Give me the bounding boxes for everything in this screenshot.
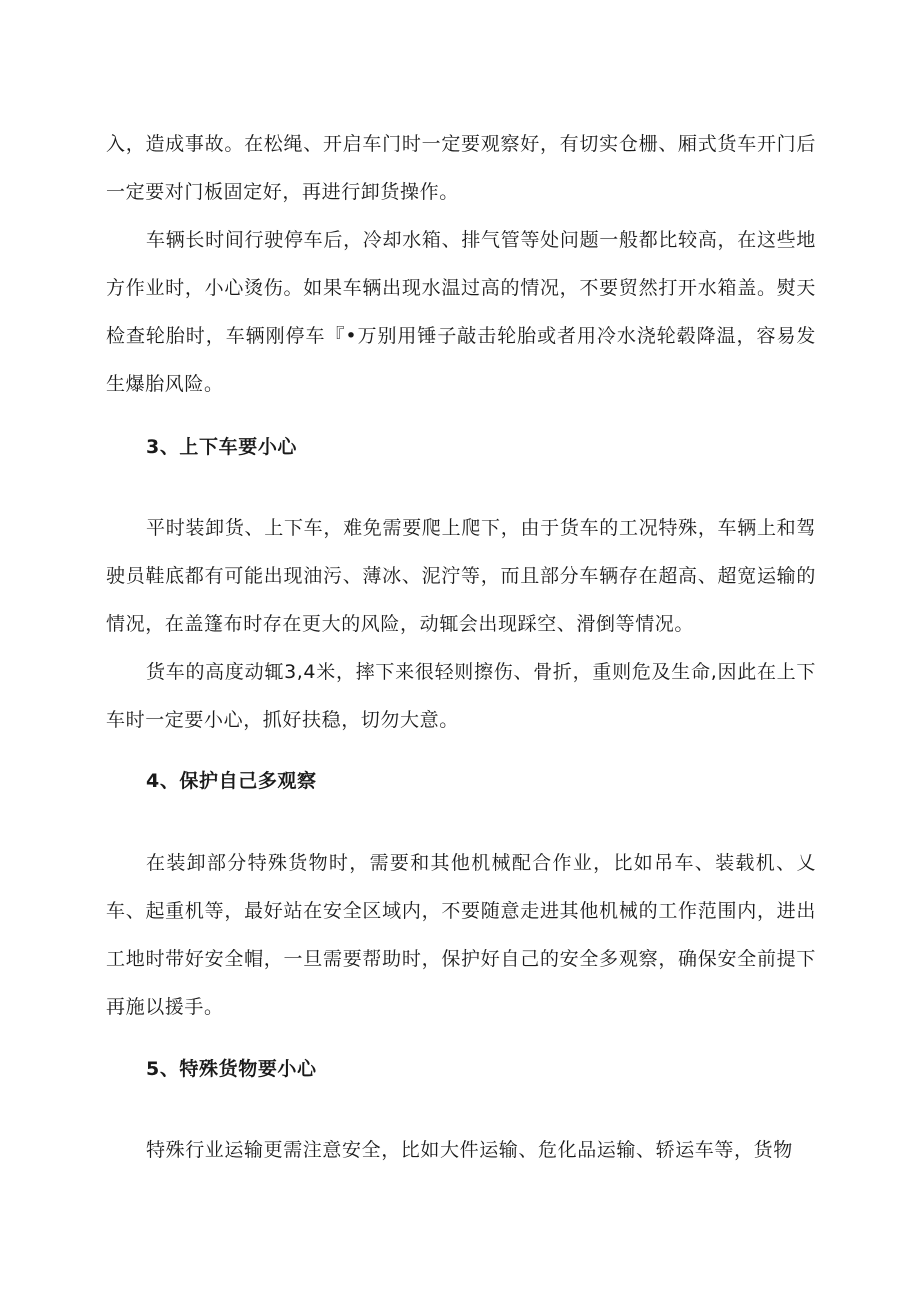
- section-heading-5: 5、特殊货物要小心: [146, 1058, 317, 1080]
- paragraph-climbing-risk: 平时装卸货、上下车，难免需要爬上爬下，由于货车的工况特殊，车辆上和驾驶员鞋底都有可能出现油污、薄冰、泥泞等，而且部分车辆存在超高、超宽运输的情况，在盖篷布时存在更大的风险，动辄会出现踩空、滑倒等情况。: [106, 517, 816, 635]
- paragraph-burn-caution: 车辆长时间行驶停车后，冷却水箱、排气管等处问题一般都比较高，在这些地方作业时，小心烫伤。如果车辆出现水温过高的情况，不要贸然打开水箱盖。熨天检查轮胎时，车辆刚停车『•万别用锤子敲击轮胎或者用冷水浇轮毂降温，容易发生爆胎风险。: [106, 229, 816, 395]
- section-heading-3: 3、上下车要小心: [146, 436, 298, 458]
- paragraph-fall-risk: 货车的高度动辄3,4米，摔下来很轻则擦伤、骨折，重则危及生命,因此在上下车时一定要小心，抓好扶稳，切勿大意。: [106, 661, 816, 731]
- paragraph-machinery-caution: 在装卸部分特殊货物时，需要和其他机械配合作业，比如吊车、装载机、乂车、起重机等，最好站在安全区域内，不要随意走进其他机械的工作范围内，进出工地时带好安全帽，一旦需要帮助时，保护好自己的安全多观察，确保安全前提下再施以援手。: [106, 852, 816, 1018]
- paragraph-unloading-caution: 入，造成事故。在松绳、开启车门时一定要观察好，有切实仓栅、厢式货车开门后一定要对门板固定好，再进行卸货操作。: [106, 133, 816, 203]
- section-heading-4: 4、保护自己多观察: [146, 770, 317, 792]
- paragraph-special-cargo: 特殊行业运输更需注意安全，比如大件运输、危化品运输、轿运车等，货物: [146, 1139, 793, 1161]
